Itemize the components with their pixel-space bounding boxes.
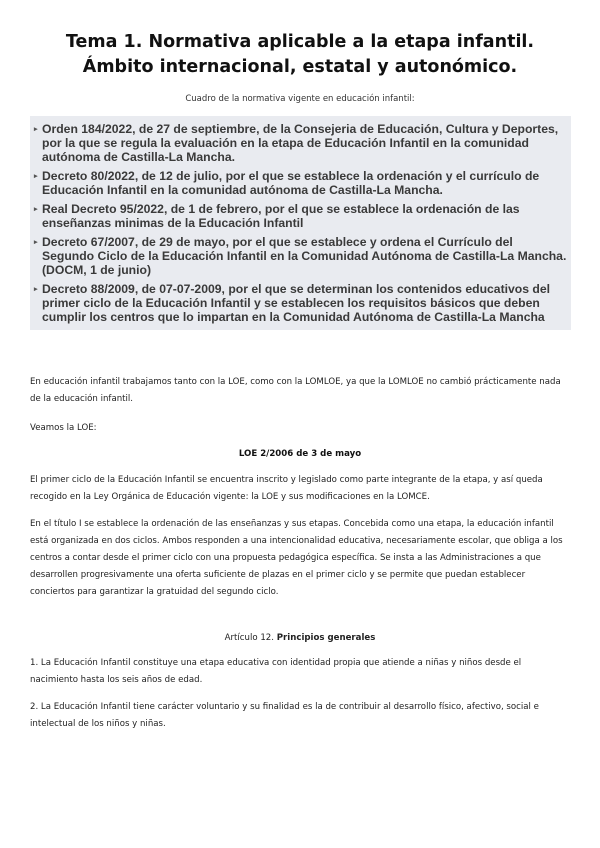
article-title: Principios generales [276, 633, 376, 643]
norm-text: Decreto 67/2007, de 29 de mayo, por el que se establece y ordena el Currículo del Segundo Ciclo de la Educación Infantil en la Comunidad Autónoma de Castilla-La Mancha. (DOCM, 1 de junio) [42, 235, 567, 277]
norm-item [34, 235, 567, 277]
veamos-paragraph: Veamos la LOE: [30, 423, 97, 433]
bullet-arrow-icon: ▸ [34, 239, 38, 246]
table-caption: Cuadro de la normativa vigente en educación infantil: [185, 94, 415, 104]
loe-paragraph-2: En el título I se establece la ordenación de las enseñanzas y sus etapas. Concebida como una etapa, la educación infantil está organizada en dos ciclos. Ambos responden a una intencionalidad educativa, necesariamente escolar, que obliga a los centros a contar desde el primer ciclo con una propuesta pedagógica específica. Se insta a las Administraciones a que desarrollen progresivamente una oferta suficiente de plazas en el primer ciclo y se permite que puedan establecer conciertos para garantizar la gratuidad del segundo ciclo. [30, 519, 563, 597]
loe-heading-text: LOE 2/2006 de 3 de mayo [238, 449, 362, 459]
bullet-arrow-icon: ▸ [34, 173, 38, 180]
intro-paragraph: En educación infantil trabajamos tanto con la LOE, como con la LOMLOE, ya que la LOMLOE no cambió prácticamente nada de la educación infantil. [30, 377, 561, 404]
article-paragraph-1: 1. La Educación Infantil constituye una etapa educativa con identidad propia que atiende a niñas y niños desde el nacimiento hasta los seis años de edad. [30, 658, 522, 685]
loe-heading [30, 449, 570, 459]
bullet-arrow-icon: ▸ [34, 206, 38, 213]
norm-item [34, 202, 567, 230]
norms-box [30, 116, 571, 330]
article-paragraph-2: 2. La Educación Infantil tiene carácter voluntario y su finalidad es la de contribuir al desarrollo físico, afectivo, social e intelectual de los niños y niñas. [30, 702, 539, 729]
norm-text: Real Decreto 95/2022, de 1 de febrero, por el que se establece la ordenación de las enseñanzas minimas de la Educación Infantil [42, 202, 520, 230]
bullet-arrow-icon: ▸ [34, 126, 38, 133]
norm-text: Orden 184/2022, de 27 de septiembre, de la Consejeria de Educación, Cultura y Deportes, por la que se regula la evaluación en la etapa de Educación Infantil en la comunidad autónoma de Castilla-La Mancha. [42, 122, 559, 164]
norm-text: Decreto 80/2022, de 12 de julio, por el que se establece la ordenación y el currículo de Educación Infantil en la comunidad autónoma de Castilla-La Mancha. [42, 169, 540, 197]
page-title: Tema 1. Normativa aplicable a la etapa infantil. Ámbito internacional, estatal y autonómico. [65, 32, 535, 77]
article-heading [30, 633, 570, 643]
norm-item [34, 282, 567, 324]
norm-text: Decreto 88/2009, de 07-07-2009, por el que se determinan los contenidos educativos del primer ciclo de la Educación Infantil y se establecen los requisitos básicos que deben cumplir los centros que lo impartan en la Comunidad Autónoma de Castilla-La Mancha [42, 282, 551, 324]
norm-item [34, 122, 567, 164]
norm-item [34, 169, 567, 197]
bullet-arrow-icon: ▸ [34, 286, 38, 293]
article-prefix: Artículo 12. [224, 633, 275, 643]
loe-paragraph-1: El primer ciclo de la Educación Infantil se encuentra inscrito y legislado como parte integrante de la etapa, y así queda recogido en la Ley Orgánica de Educación vigente: la LOE y sus modificaciones en la LOMCE. [30, 475, 543, 502]
